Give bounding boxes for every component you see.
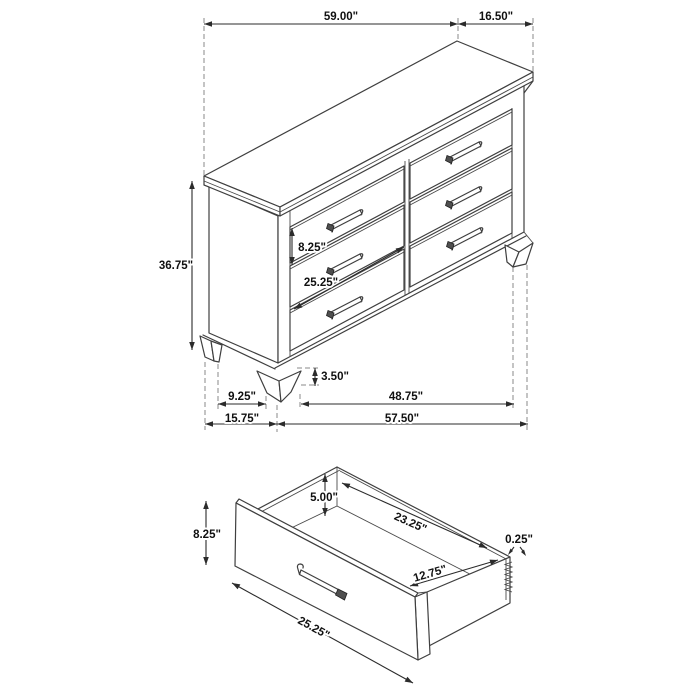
dim-label-foot-span-side: 9.25": [228, 391, 256, 403]
drawer-box: [235, 467, 512, 660]
dim-label-drawer-width: 25.25": [303, 277, 339, 289]
dresser-drawing: [159, 11, 533, 432]
dim-label-base-depth: 15.75": [224, 413, 260, 425]
dim-label-drawer-wall-thickness: 0.25": [505, 534, 533, 546]
dim-label-base-width: 57.50": [384, 413, 420, 425]
dim-label-drawer-front-height: 8.25": [193, 529, 221, 541]
dim-label-foot-height: 3.50": [321, 371, 349, 383]
dresser-body: [200, 41, 533, 402]
drawer-drawing: [193, 467, 533, 683]
dresser-side-panel: [209, 186, 278, 363]
dim-label-top-width: 59.00": [323, 11, 359, 23]
dim-label-drawer-inner-width: 12.75": [412, 563, 449, 585]
dim-label-height: 36.75": [158, 260, 194, 272]
dim-label-drawer-inner-length: 23.25": [392, 510, 429, 536]
dim-label-drawer-inner-depth: 5.00": [310, 492, 338, 504]
dim-label-drawer-front-width: 25.25": [295, 614, 332, 642]
dim-label-drawer-height: 8.25": [298, 242, 326, 254]
dim-label-foot-span-front: 48.75": [388, 391, 424, 403]
dim-label-top-side-depth: 16.50": [478, 11, 514, 23]
